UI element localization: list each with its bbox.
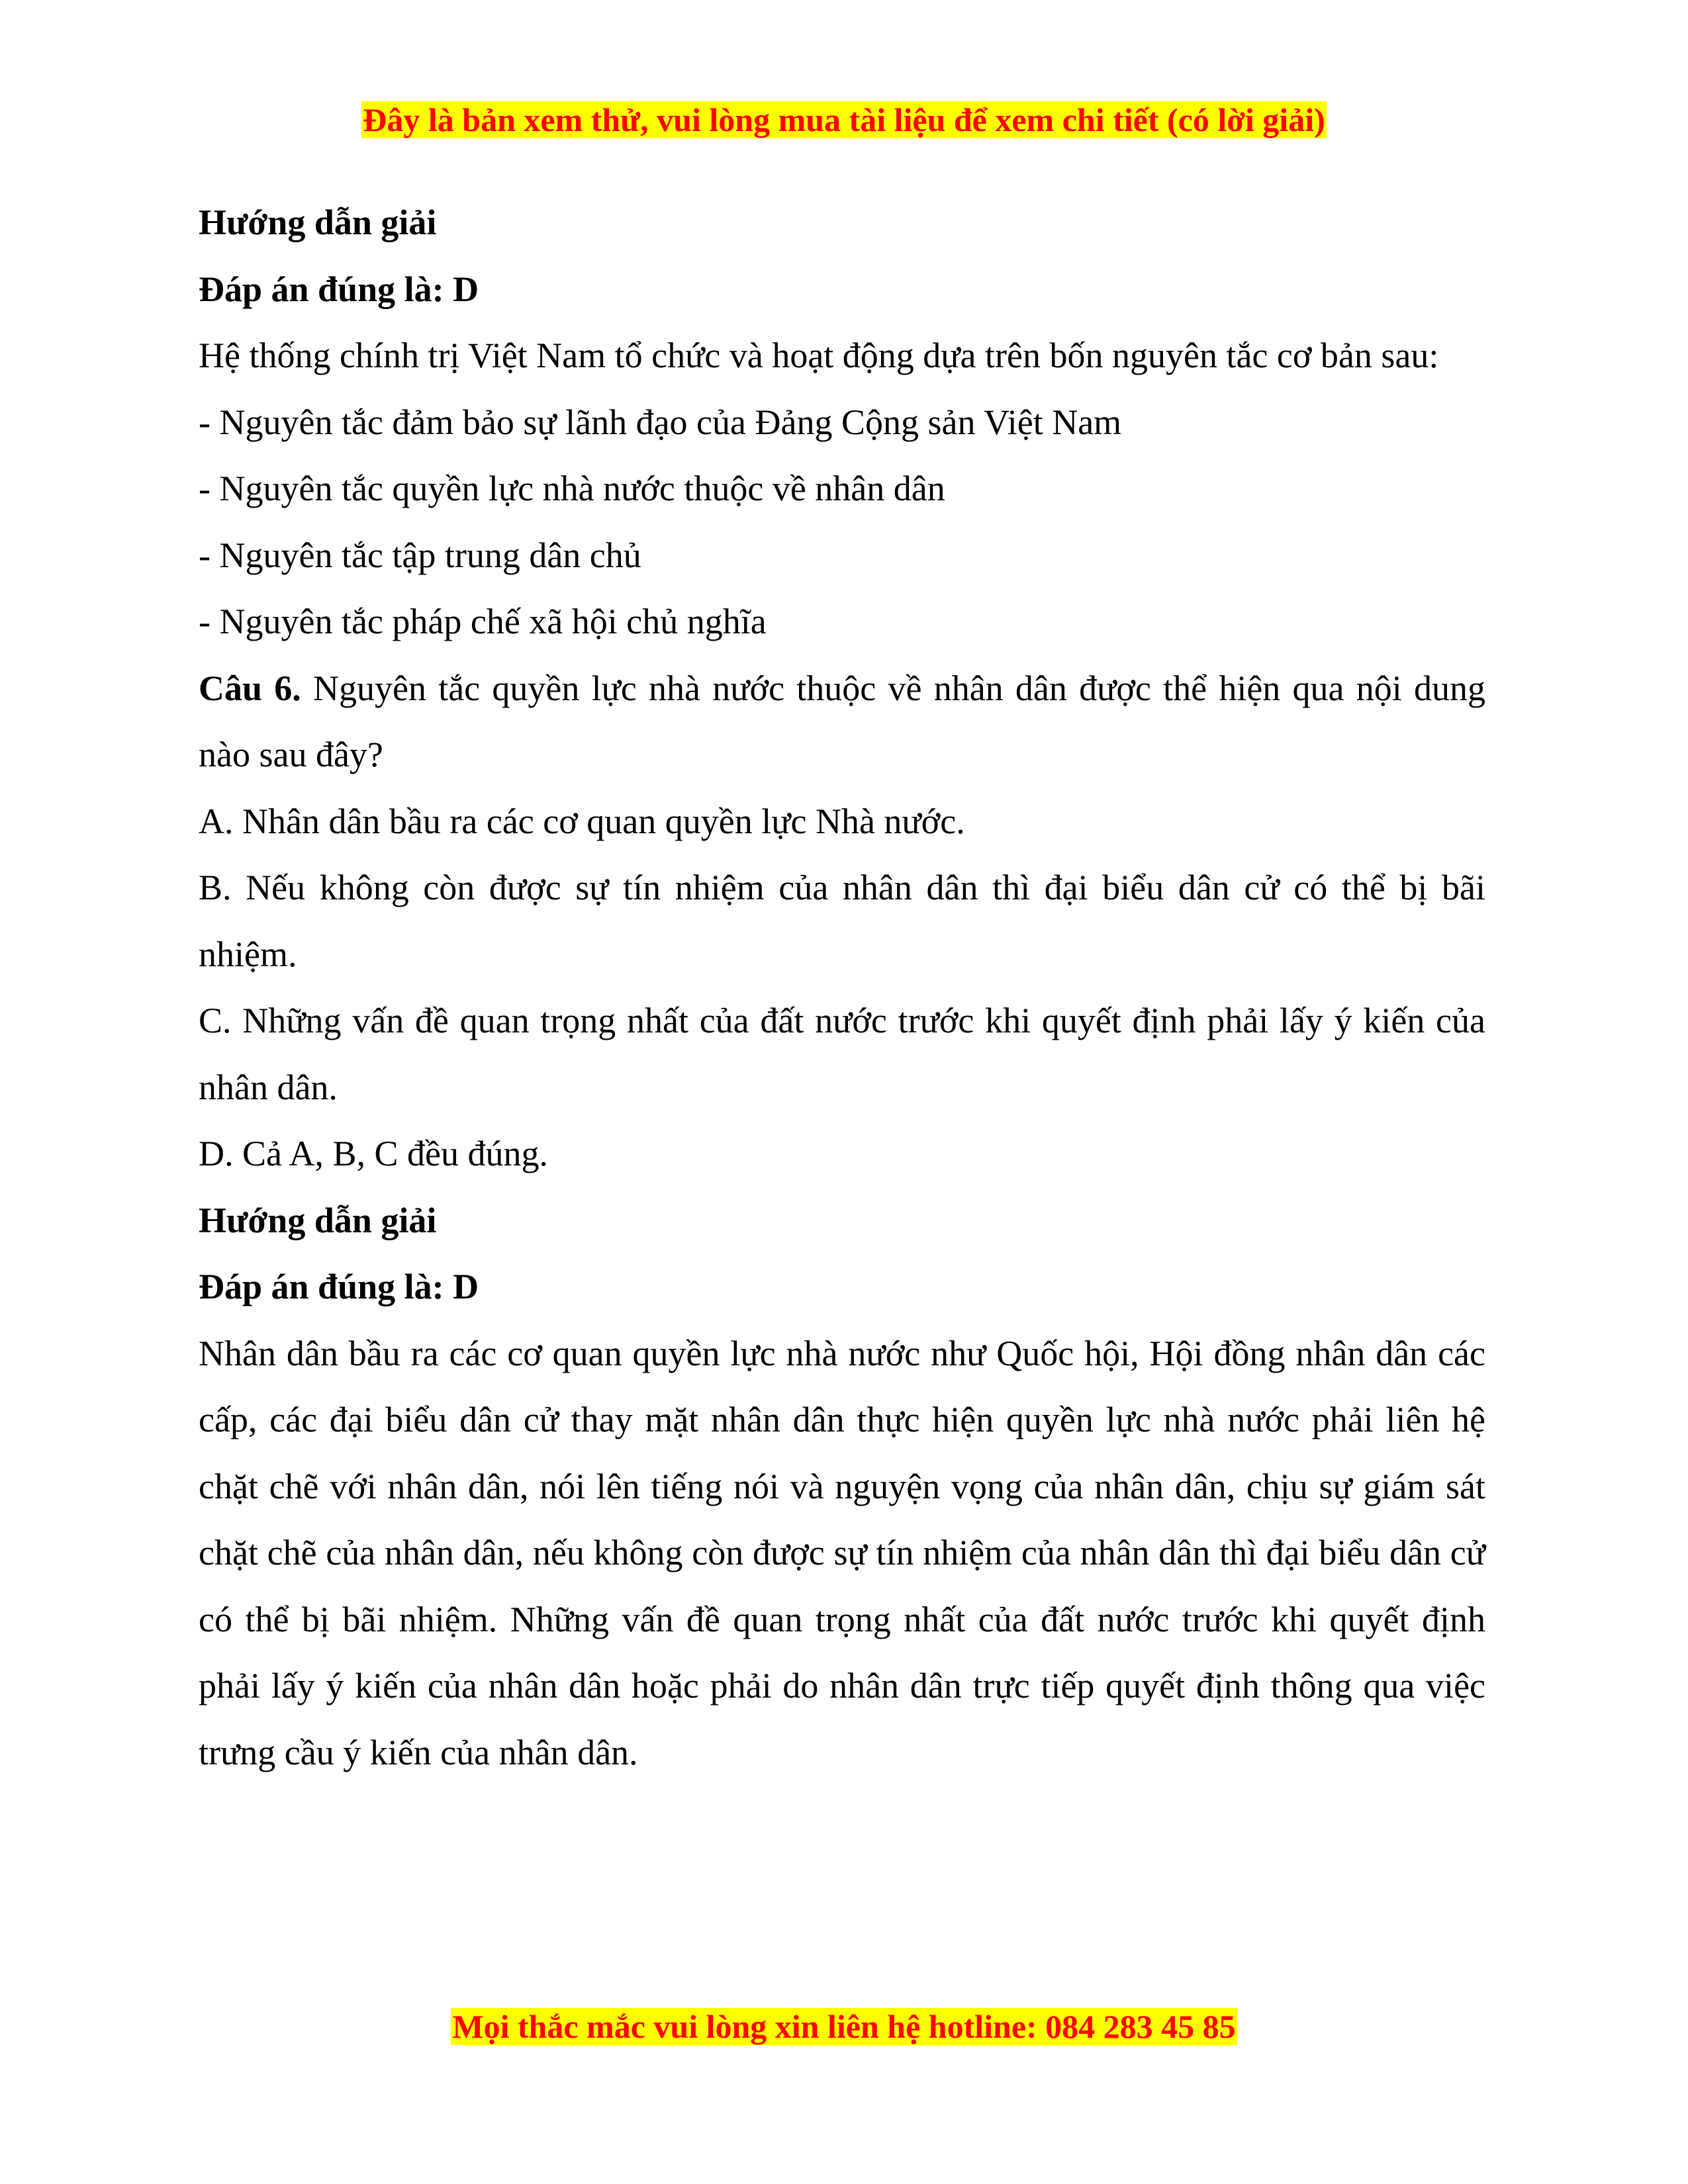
question-label: Câu 6. [199,668,301,708]
principle-item: - Nguyên tắc đảm bảo sự lãnh đạo của Đảng Cộng sản Việt Nam [199,402,1122,442]
question-text: Nguyên tắc quyền lực nhà nước thuộc về nhân dân được thể hiện qua nội dung nào sau đây? [199,668,1485,774]
option-c: C. Những vấn đề quan trọng nhất của đất nước trước khi quyết định phải lấy ý kiến của nhân dân. [199,1001,1485,1107]
hotline-banner [0,2007,1688,2046]
principle-item: - Nguyên tắc quyền lực nhà nước thuộc về nhân dân [199,469,945,508]
principle-item: - Nguyên tắc pháp chế xã hội chủ nghĩa [199,602,767,641]
preview-notice-text: Đây là bản xem thử, vui lòng mua tài liệu để xem chi tiết (có lời giải) [363,101,1325,138]
guide-heading: Hướng dẫn giải [199,1200,437,1240]
hotline-text: Mọi thắc mắc vui lòng xin liên hệ hotline: 084 283 45 85 [452,2008,1236,2045]
explanation-paragraph: Nhân dân bầu ra các cơ quan quyền lực nhà nước như Quốc hội, Hội đồng nhân dân các cấp, các đại biểu dân cử thay mặt nhân dân thực hiện quyền lực nhà nước phải liên hệ chặt chẽ với nhân dân, nói lên tiếng nói và nguyện vọng của nhân dân, chịu sự giám sát chặt chẽ của nhân dân, nếu không còn được sự tín nhiệm của nhân dân thì đại biểu dân cử có thể bị bãi nhiệm. Những vấn đề quan trọng nhất của đất nước trước khi quyết định phải lấy ý kiến của nhân dân hoặc phải do nhân dân trực tiếp quyết định thông qua việc trưng cầu ý kiến của nhân dân. [199,1333,1485,1772]
guide-heading: Hướng dẫn giải [199,203,437,242]
document-body [199,189,1485,1786]
answer-line: Đáp án đúng là: D [199,269,479,309]
question-6 [199,655,1485,788]
option-a: A. Nhân dân bầu ra các cơ quan quyền lực Nhà nước. [199,801,965,841]
principle-item: - Nguyên tắc tập trung dân chủ [199,535,641,575]
answer-line: Đáp án đúng là: D [199,1267,479,1306]
option-d: D. Cả A, B, C đều đúng. [199,1134,549,1173]
intro-paragraph: Hệ thống chính trị Việt Nam tổ chức và hoạt động dựa trên bốn nguyên tắc cơ bản sau: [199,336,1439,375]
option-b: B. Nếu không còn được sự tín nhiệm của nhân dân thì đại biểu dân cử có thể bị bãi nhiệm. [199,868,1485,974]
preview-notice-banner [0,100,1688,140]
